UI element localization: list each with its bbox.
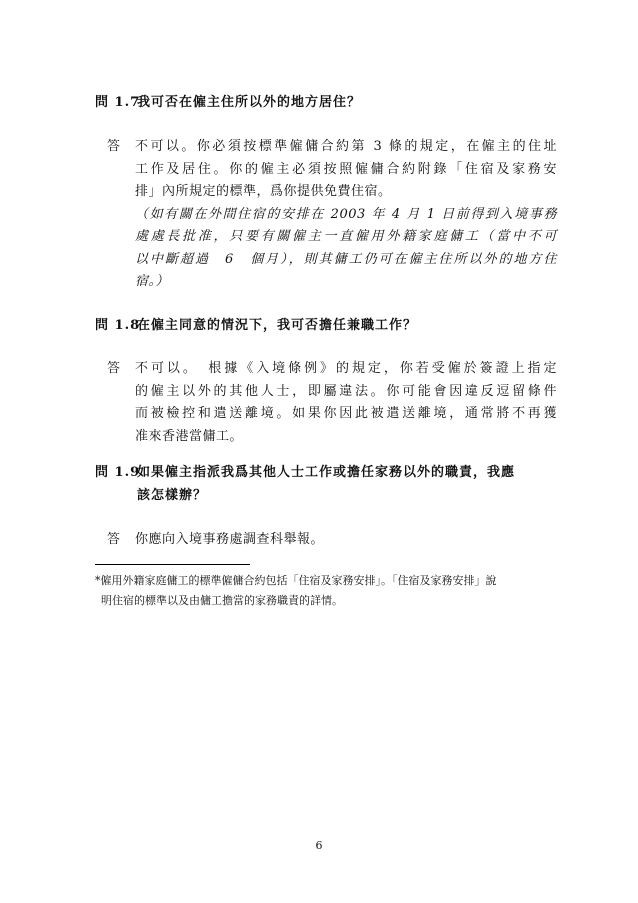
question-text: 我可否在僱主住所以外的地方居住？: [137, 95, 362, 110]
answer-label: 答: [107, 361, 121, 376]
answer-line: 准來香港當傭工。: [135, 428, 244, 444]
question-text: 在僱主同意的情況下，我可否擔任兼職工作？: [137, 318, 418, 333]
answer-1-9: [107, 529, 557, 552]
question-number: 問 1.7: [95, 95, 141, 110]
question-1-8: [95, 314, 555, 337]
answer-label: 答: [107, 532, 121, 547]
question-number: 問 1.9: [95, 465, 141, 480]
answer-line: 你應向入境事務處調查科舉報。: [135, 532, 325, 547]
page-number: 6: [315, 839, 323, 852]
answer-line: 排」內所規定的標準，爲你提供免費住宿。: [135, 184, 392, 199]
question-1-7: [95, 91, 555, 114]
note-line: （如有關在外間住宿的安排在 2003 年 4 月 1 日前得到入境事務: [135, 206, 557, 222]
question-text-continued: 該怎樣辦？: [137, 488, 208, 503]
answer-line: 不可以。 根據《入境條例》的規定，你若受僱於簽證上指定: [135, 361, 557, 376]
answer-line: 工作及居住。你的僱主必須按照僱傭合約附錄「住宿及家務安: [135, 161, 557, 177]
note-line: 處處長批准，只要有關僱主一直僱用外籍家庭傭工（當中不可: [135, 229, 557, 244]
question-text: 如果僱主指派我爲其他人士工作或擔任家務以外的職責，我應: [137, 465, 516, 480]
footnote-line: *僱用外籍家庭傭工的標準僱傭合約包括「住宿及家務安排」。「住宿及家務安排」說: [95, 574, 497, 587]
answer-line: 的僱主以外的其他人士，即屬違法。你可能會因違反逗留條件: [135, 383, 557, 399]
footnote-line: 明住宿的標準以及由傭工擔當的家務職責的詳情。: [101, 594, 343, 607]
footnote: [95, 571, 545, 611]
footnote-rule: [95, 564, 250, 565]
answer-line: 不可以。你必須按標準僱傭合約第 3 條的規定，在僱主的住址: [135, 139, 557, 154]
answer-line: 而被檢控和遣送離境。如果你因此被遣送離境，通常將不再獲: [135, 406, 557, 421]
question-number: 問 1.8: [95, 318, 141, 333]
note-line: 宿。）: [135, 274, 170, 289]
answer-1-7: [107, 136, 557, 294]
note-line: 以中斷超過 6 個月），則其傭工仍可在僱主住所以外的地方住: [135, 251, 557, 267]
answer-label: 答: [107, 139, 121, 154]
question-1-9: [95, 461, 555, 507]
answer-1-8: [107, 358, 557, 448]
